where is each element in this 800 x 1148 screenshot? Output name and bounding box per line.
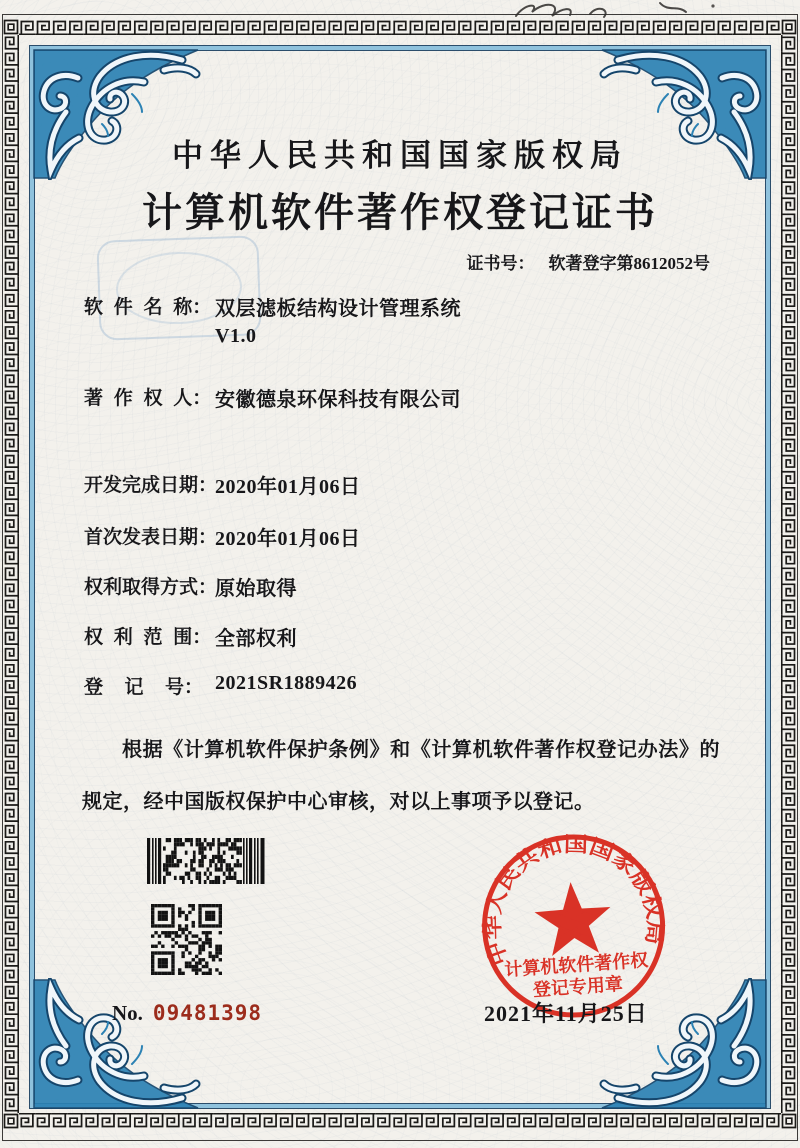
handwriting-mark [470,0,730,22]
certificate-number-line [467,249,711,274]
field-label: 著 作 权 人： [84,388,212,409]
serial-number-line [112,1001,262,1026]
field-value: 安徽德泉环保科技有限公司 [215,389,461,411]
field-dev-complete-date [84,470,361,499]
corner-ornament-bottom-left [32,978,202,1110]
serial-label: No. [112,1001,143,1025]
qr-code-icon [151,904,222,980]
registration-statement: 根据《计算机软件保护条例》和《计算机软件著作权登记办法》的规定，经中国版权保护中心审核，对以上事项予以登记。 [82,739,720,813]
field-value: 2020年01月06日 [215,528,361,550]
field-value: 2021SR1889426 [215,672,358,694]
field-right-acquisition [84,572,297,601]
certificate-number-label: 证书号： [466,254,535,273]
field-label: 软 件 名 称： [84,297,212,318]
seal-text-line2: 登记专用章 [532,973,624,1000]
greek-key-border-bottom [19,1113,781,1129]
certificate-title: 计算机软件著作权登记证书 [142,190,658,235]
seal-text-line1: 计算机软件著作权 [503,949,649,980]
field-copyright-owner [84,383,461,412]
issue-date: 2021年11月25日 [484,1001,648,1026]
red-star-icon [533,879,614,957]
field-registration-number [84,672,357,699]
certificate-number-value: 软著登字第8612052号 [548,254,710,273]
seal-ring-text: 中华人民共和国国家版权局 [480,834,668,969]
field-right-scope [84,622,297,651]
barcode [147,838,269,889]
field-value: 原始取得 [215,578,297,600]
field-software-name [84,292,461,348]
field-label: 权利取得方式： [84,577,218,598]
field-value-version: V1.0 [215,325,257,347]
field-label: 首次发表日期： [84,527,218,548]
field-label: 权 利 范 围： [84,627,212,648]
issuer-title: 中华人民共和国国家版权局 [172,138,628,173]
serial-number: 09481398 [152,1001,263,1025]
field-first-publish-date [84,522,361,551]
field-value: 2020年01月06日 [215,476,361,498]
field-label: 登 记 号： [84,677,204,698]
field-value: 全部权利 [215,628,297,650]
field-value: 双层滤板结构设计管理系统 V1.0 [215,298,461,347]
field-label: 开发完成日期： [84,475,218,496]
